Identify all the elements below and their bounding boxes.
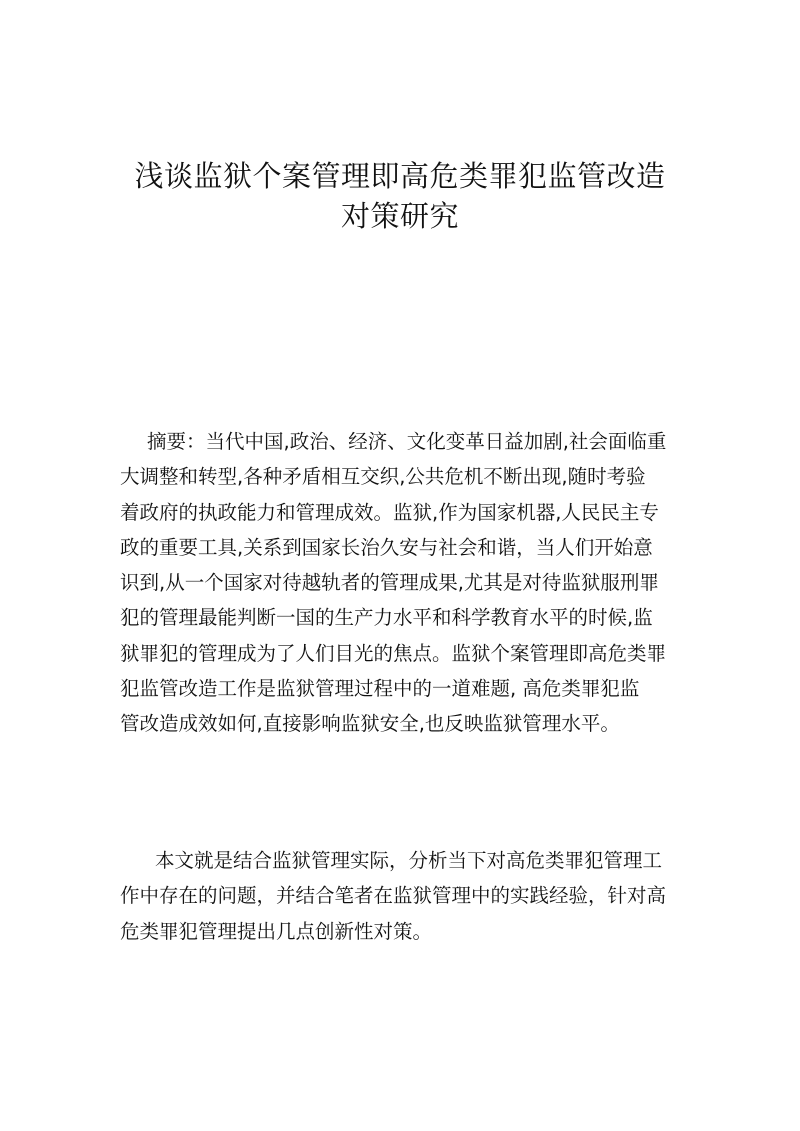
document-title bbox=[110, 156, 690, 236]
abstract-paragraph bbox=[120, 424, 690, 742]
intro-paragraph bbox=[120, 843, 690, 949]
intro-line: 本文就是结合监狱管理实际，分析当下对高危类罪犯管理工 bbox=[155, 849, 663, 872]
abstract-line: 识到,从一个国家对待越轨者的管理成果,尤其是对待监狱服刑罪 bbox=[120, 571, 659, 595]
abstract-line: 着政府的执政能力和管理成效。监狱,作为国家机器,人民民主专 bbox=[120, 500, 659, 524]
intro-line: 危类罪犯管理提出几点创新性对策。 bbox=[120, 919, 433, 943]
abstract-line: 犯的管理最能判断一国的生产力水平和科学教育水平的时候,监 bbox=[120, 606, 653, 630]
abstract-line: 大调整和转型,各种矛盾相互交织,公共危机不断出现,随时考验 bbox=[120, 465, 646, 489]
abstract-line: 管改造成效如何,直接影响监狱安全,也反映监狱管理水平。 bbox=[120, 712, 620, 736]
abstract-line: 摘要：当代中国,政治、经济、文化变革日益加剧,社会面临重 bbox=[147, 430, 667, 453]
abstract-line: 犯监管改造工作是监狱管理过程中的一道难题, 高危类罪犯监 bbox=[120, 677, 640, 701]
title-line-1: 浅谈监狱个案管理即高危类罪犯监管改造 bbox=[134, 159, 666, 193]
abstract-line: 政的重要工具,关系到国家长治久安与社会和谐，当人们开始意 bbox=[120, 535, 653, 559]
title-line-2: 对策研究 bbox=[340, 199, 459, 233]
intro-line: 作中存在的问题，并结合笔者在监狱管理中的实践经验，针对高 bbox=[120, 884, 667, 908]
abstract-line: 狱罪犯的管理成为了人们目光的焦点。监狱个案管理即高危类罪 bbox=[120, 641, 667, 665]
